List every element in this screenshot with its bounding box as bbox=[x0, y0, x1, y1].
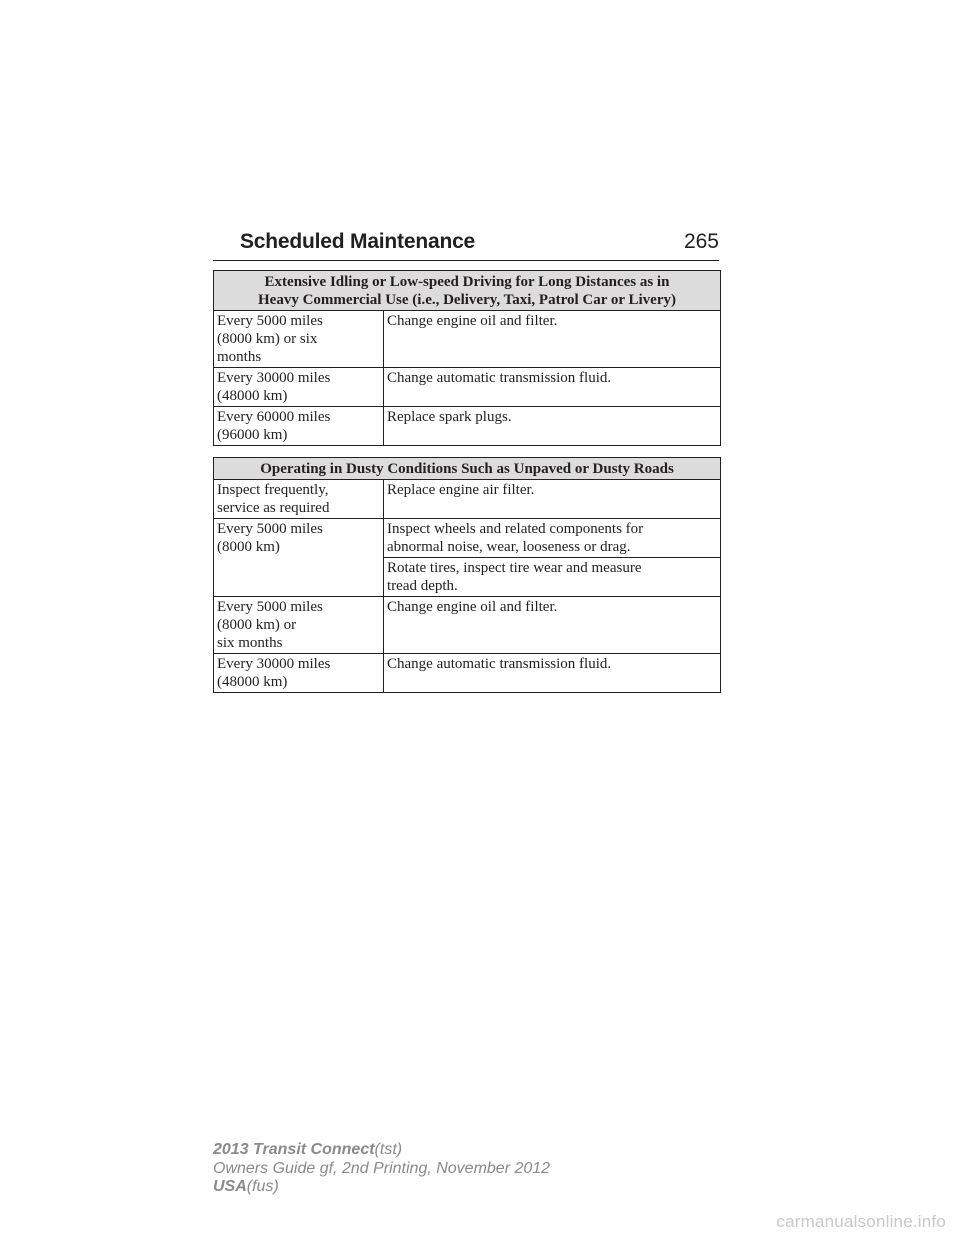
section-title: Scheduled Maintenance bbox=[240, 230, 476, 253]
document-footer bbox=[213, 1141, 550, 1197]
table-title-row bbox=[214, 271, 721, 311]
table-row bbox=[214, 480, 721, 519]
page-number: 265 bbox=[683, 230, 719, 253]
footer-line-edition: Owners Guide gf, 2nd Printing, November 2012 bbox=[213, 1159, 551, 1177]
page-header bbox=[213, 230, 719, 261]
action-cell: Replace spark plugs. bbox=[384, 407, 721, 446]
table-row bbox=[214, 311, 721, 368]
table-row bbox=[214, 654, 721, 693]
dusty-maintenance-table bbox=[213, 457, 721, 693]
action-cell: Replace engine air filter. bbox=[384, 480, 721, 519]
interval-cell: Every 60000 miles (96000 km) bbox=[214, 407, 384, 446]
interval-cell: Every 30000 miles (48000 km) bbox=[214, 654, 384, 693]
interval-cell: Every 5000 miles (8000 km) or six months bbox=[214, 597, 384, 654]
interval-cell: Every 5000 miles (8000 km) bbox=[214, 519, 384, 597]
interval-cell: Every 5000 miles (8000 km) or six months bbox=[214, 311, 384, 368]
action-cell: Change automatic transmission fluid. bbox=[384, 654, 721, 693]
footer-line-model: 2013 Transit Connect(tst) bbox=[213, 1141, 403, 1158]
table-title-row bbox=[214, 458, 721, 480]
action-cell: Change engine oil and filter. bbox=[384, 597, 721, 654]
table-row bbox=[214, 368, 721, 407]
interval-cell: Inspect frequently, service as required bbox=[214, 480, 384, 519]
interval-cell: Every 30000 miles (48000 km) bbox=[214, 368, 384, 407]
table-row bbox=[214, 519, 721, 558]
table-row bbox=[214, 597, 721, 654]
action-cell: Rotate tires, inspect tire wear and measure tread depth. bbox=[384, 558, 721, 597]
table-title: Extensive Idling or Low-speed Driving for Long Distances as in Heavy Commercial Use (i.e., Delivery, Taxi, Patrol Car or Livery) bbox=[214, 271, 721, 311]
table-title: Operating in Dusty Conditions Such as Unpaved or Dusty Roads bbox=[214, 458, 721, 480]
watermark: carmanualsonline.info bbox=[776, 1212, 946, 1231]
action-cell: Change automatic transmission fluid. bbox=[384, 368, 721, 407]
idling-maintenance-table bbox=[213, 270, 721, 446]
footer-line-market: USA(fus) bbox=[213, 1178, 279, 1195]
action-cell: Change engine oil and filter. bbox=[384, 311, 721, 368]
action-cell: Inspect wheels and related components for abnormal noise, wear, looseness or drag. bbox=[384, 519, 721, 558]
table-row bbox=[214, 407, 721, 446]
